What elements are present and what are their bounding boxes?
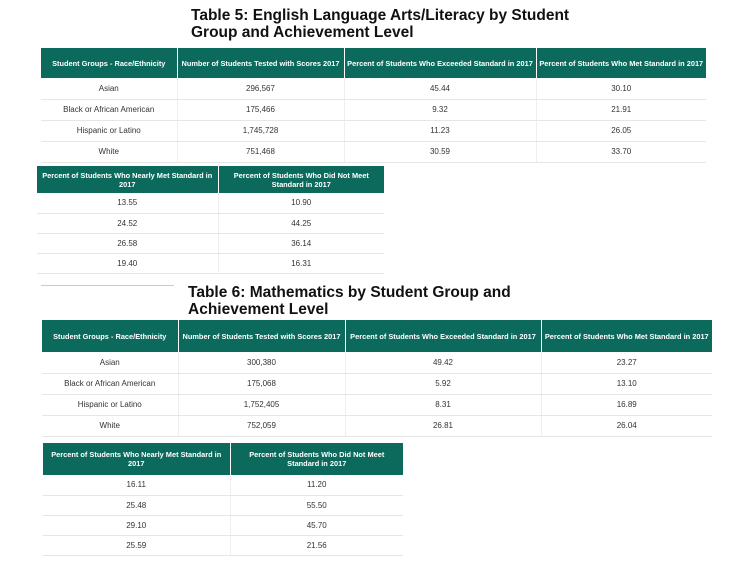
table6-extra-table bbox=[43, 443, 403, 556]
table-row bbox=[43, 495, 403, 515]
table-cell: 10.90 bbox=[218, 193, 384, 213]
table-cell: 36.14 bbox=[218, 233, 384, 253]
table-cell: 25.48 bbox=[43, 495, 230, 515]
table-cell: 175,466 bbox=[177, 99, 344, 120]
table-cell: 26.58 bbox=[37, 233, 218, 253]
table5-title bbox=[191, 7, 591, 41]
table-cell: 16.89 bbox=[541, 394, 712, 415]
table6-title-line2: Achievement Level bbox=[188, 301, 329, 318]
table-cell: 16.31 bbox=[218, 253, 384, 273]
column-header: Number of Students Tested with Scores 2017 bbox=[177, 48, 344, 78]
table-cell: 30.59 bbox=[344, 141, 536, 162]
table-cell: 16.11 bbox=[43, 475, 230, 495]
table5-title-line2: Group and Achievement Level bbox=[191, 24, 414, 41]
column-header: Percent of Students Who Nearly Met Standard in 2017 bbox=[37, 166, 218, 193]
divider-line bbox=[41, 285, 174, 286]
table-cell: 21.56 bbox=[230, 535, 403, 555]
table-cell: 55.50 bbox=[230, 495, 403, 515]
table5-main-table bbox=[41, 48, 706, 163]
table-row bbox=[41, 120, 706, 141]
table-cell: White bbox=[41, 141, 177, 162]
table-cell: 44.25 bbox=[218, 213, 384, 233]
table-cell: 30.10 bbox=[536, 78, 706, 99]
column-header: Student Groups - Race/Ethnicity bbox=[41, 48, 177, 78]
column-header: Percent of Students Who Nearly Met Standard in 2017 bbox=[43, 443, 230, 475]
column-header: Percent of Students Who Met Standard in 2017 bbox=[536, 48, 706, 78]
table-cell: Black or African American bbox=[42, 373, 178, 394]
table-row bbox=[41, 99, 706, 120]
table-row bbox=[37, 253, 384, 273]
table-cell: 8.31 bbox=[345, 394, 541, 415]
table-cell: 11.23 bbox=[344, 120, 536, 141]
table-cell: Asian bbox=[41, 78, 177, 99]
table-cell: 300,380 bbox=[178, 352, 345, 373]
table-row bbox=[37, 193, 384, 213]
table-row bbox=[42, 394, 712, 415]
table-row bbox=[41, 78, 706, 99]
table-row bbox=[37, 233, 384, 253]
column-header: Percent of Students Who Exceeded Standard in 2017 bbox=[345, 320, 541, 352]
table6-title bbox=[188, 284, 588, 318]
column-header: Number of Students Tested with Scores 2017 bbox=[178, 320, 345, 352]
table-row bbox=[42, 415, 712, 436]
table-cell: Hispanic or Latino bbox=[41, 120, 177, 141]
table-cell: 23.27 bbox=[541, 352, 712, 373]
table-cell: 19.40 bbox=[37, 253, 218, 273]
column-header: Percent of Students Who Did Not Meet Standard in 2017 bbox=[230, 443, 403, 475]
table-cell: 26.05 bbox=[536, 120, 706, 141]
table-cell: 49.42 bbox=[345, 352, 541, 373]
column-header: Percent of Students Who Exceeded Standard in 2017 bbox=[344, 48, 536, 78]
table-cell: 175,068 bbox=[178, 373, 345, 394]
table5-title-line1: Table 5: English Language Arts/Literacy by Student bbox=[191, 7, 570, 24]
table-cell: 24.52 bbox=[37, 213, 218, 233]
table-cell: 752,059 bbox=[178, 415, 345, 436]
table6-main-table bbox=[42, 320, 712, 437]
table-row bbox=[37, 213, 384, 233]
table-cell: 25.59 bbox=[43, 535, 230, 555]
column-header: Percent of Students Who Met Standard in 2017 bbox=[541, 320, 712, 352]
table-row bbox=[43, 475, 403, 495]
column-header: Percent of Students Who Did Not Meet Standard in 2017 bbox=[218, 166, 384, 193]
table-cell: 21.91 bbox=[536, 99, 706, 120]
table-cell: 296,567 bbox=[177, 78, 344, 99]
table-cell: 26.81 bbox=[345, 415, 541, 436]
table-cell: 29.10 bbox=[43, 515, 230, 535]
column-header: Student Groups - Race/Ethnicity bbox=[42, 320, 178, 352]
table-cell: White bbox=[42, 415, 178, 436]
table-row bbox=[41, 141, 706, 162]
table-row bbox=[42, 373, 712, 394]
table-cell: 45.44 bbox=[344, 78, 536, 99]
table-cell: 751,468 bbox=[177, 141, 344, 162]
table-cell: 13.10 bbox=[541, 373, 712, 394]
table6-title-line1: Table 6: Mathematics by Student Group and bbox=[188, 284, 511, 301]
table-cell: 11.20 bbox=[230, 475, 403, 495]
table-cell: 1,752,405 bbox=[178, 394, 345, 415]
table-cell: 45.70 bbox=[230, 515, 403, 535]
table-row bbox=[43, 515, 403, 535]
table-cell: Asian bbox=[42, 352, 178, 373]
table-cell: 33.70 bbox=[536, 141, 706, 162]
table-cell: Black or African American bbox=[41, 99, 177, 120]
table-cell: 26.04 bbox=[541, 415, 712, 436]
table-cell: Hispanic or Latino bbox=[42, 394, 178, 415]
table-cell: 5.92 bbox=[345, 373, 541, 394]
table-cell: 9.32 bbox=[344, 99, 536, 120]
table-cell: 13.55 bbox=[37, 193, 218, 213]
table-row bbox=[43, 535, 403, 555]
table-row bbox=[42, 352, 712, 373]
table5-extra-table bbox=[37, 166, 384, 274]
table-cell: 1,745,728 bbox=[177, 120, 344, 141]
